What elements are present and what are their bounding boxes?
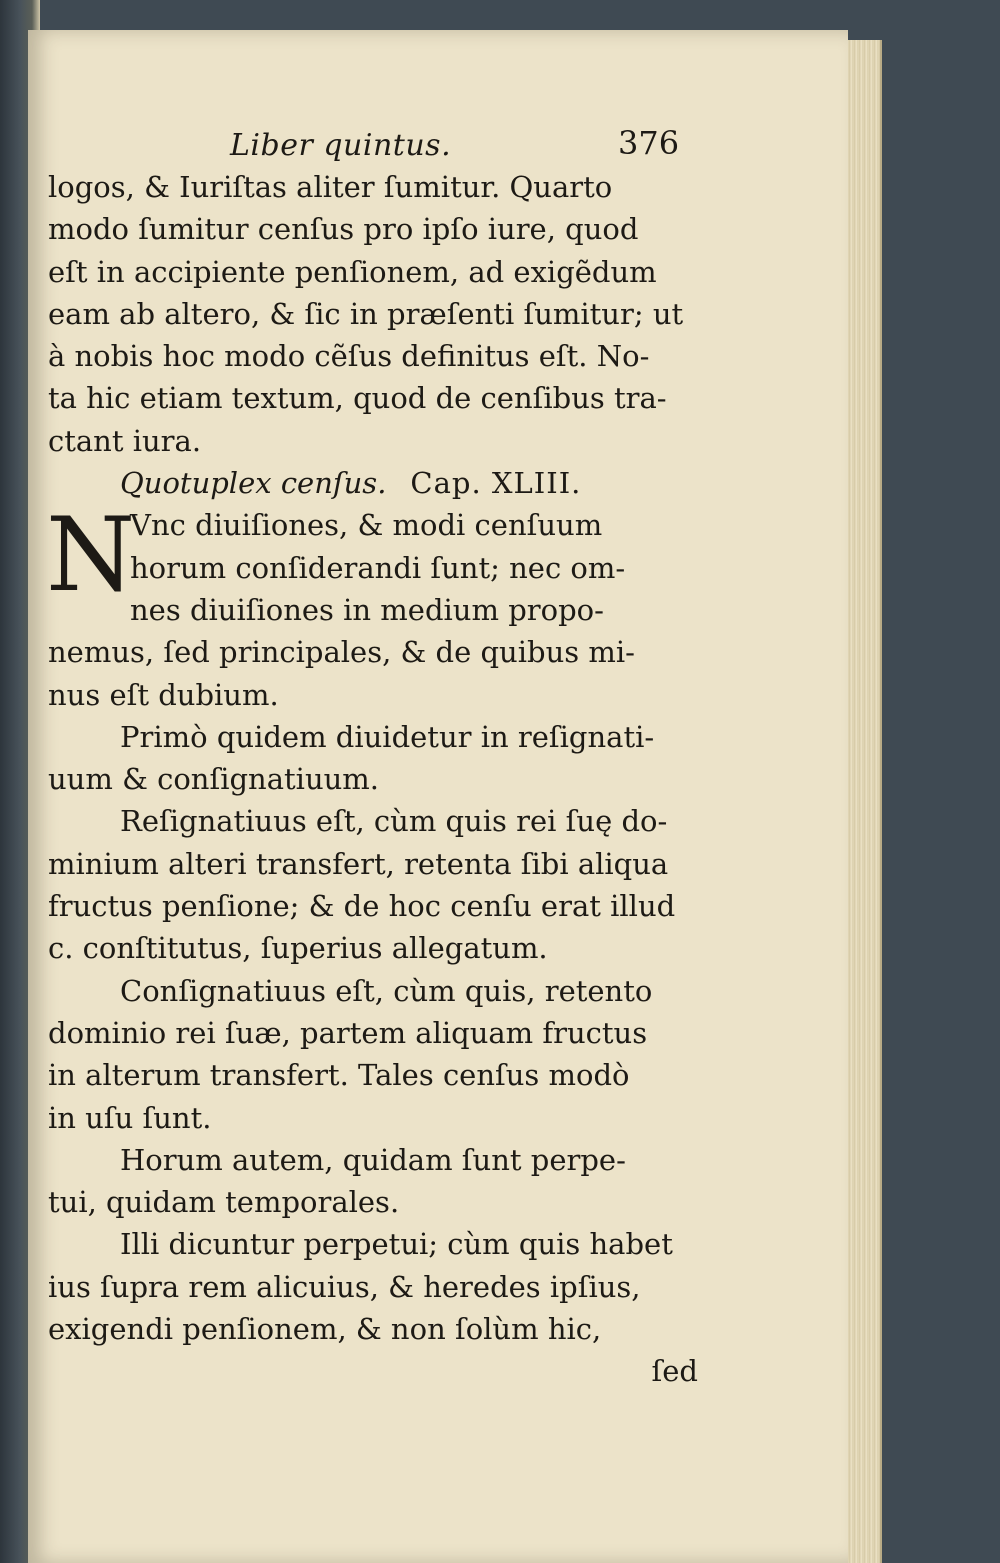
- text-line: à nobis hoc modo cẽſus definitus eſt. No-: [48, 339, 650, 374]
- text-line: eam ab altero, & ſic in præſenti ſumitur; ut: [48, 296, 684, 331]
- drop-cap: N: [46, 496, 136, 616]
- running-title: Liber quintus.: [230, 128, 452, 163]
- page-edges: [848, 40, 882, 1563]
- text-line: logos, & Iuriſtas aliter ſumitur. Quarto: [48, 170, 613, 204]
- text-line: Primò quidem diuidetur in reſignati-: [120, 719, 655, 754]
- text-line: horum conſiderandi ſunt; nec om-: [130, 550, 626, 585]
- text-line: uum & conſignatiuum.: [48, 762, 380, 797]
- text-line: ctant iura.: [48, 423, 202, 458]
- text-line: minium alteri transfert, retenta ſibi aliqua: [48, 846, 669, 881]
- text-line: nes diuiſiones in medium propo-: [130, 592, 604, 627]
- chapter-title: Quotuplex cenſus.: [120, 466, 387, 501]
- text-line: Horum autem, quidam ſunt perpe-: [120, 1142, 626, 1177]
- text-line: c. conſtitutus, ſuperius allegatum.: [48, 931, 548, 966]
- chapter-opening: [46, 496, 698, 631]
- text-line: nus eſt dubium.: [48, 677, 279, 712]
- chapter-number: Cap. XLIII.: [410, 466, 582, 501]
- text-line: exigendi penſionem, & non ſolùm hic,: [48, 1312, 602, 1347]
- text-line: Reſignatiuus eſt, cùm quis rei ſuę do-: [120, 804, 668, 839]
- page-number: 376: [618, 124, 680, 162]
- chapter-heading: [48, 462, 698, 504]
- text-line: ius ſupra rem alicuius, & heredes ipſius,: [48, 1269, 641, 1304]
- text-line: dominio rei ſuæ, partem aliquam fructus: [48, 1015, 648, 1050]
- page-header: [0, 124, 900, 168]
- text-line: nemus, ſed principales, & de quibus mi-: [48, 635, 635, 670]
- text-line: in alterum transfert. Tales cenſus modò: [48, 1058, 630, 1093]
- text-line: ta hic etiam textum, quod de cenſibus tra-: [48, 381, 667, 416]
- text-line: Vnc diuiſiones, & modi cenſuum: [130, 508, 603, 543]
- text-line: eſt in accipiente penſionem, ad exigẽdum: [48, 254, 657, 289]
- text-line: Conſignatiuus eſt, cùm quis, retento: [120, 973, 653, 1008]
- text-line: Illi dicuntur perpetui; cùm quis habet: [120, 1227, 673, 1262]
- text-line: fructus penſione; & de hoc cenſu erat illud: [48, 889, 676, 924]
- catchword: ſed: [651, 1354, 698, 1389]
- text-line: tui, quidam temporales.: [48, 1185, 400, 1220]
- body-text: [48, 166, 698, 1393]
- text-line: in uſu ſunt.: [48, 1100, 212, 1135]
- text-line: modo ſumitur cenſus pro ipſo iure, quod: [48, 212, 639, 247]
